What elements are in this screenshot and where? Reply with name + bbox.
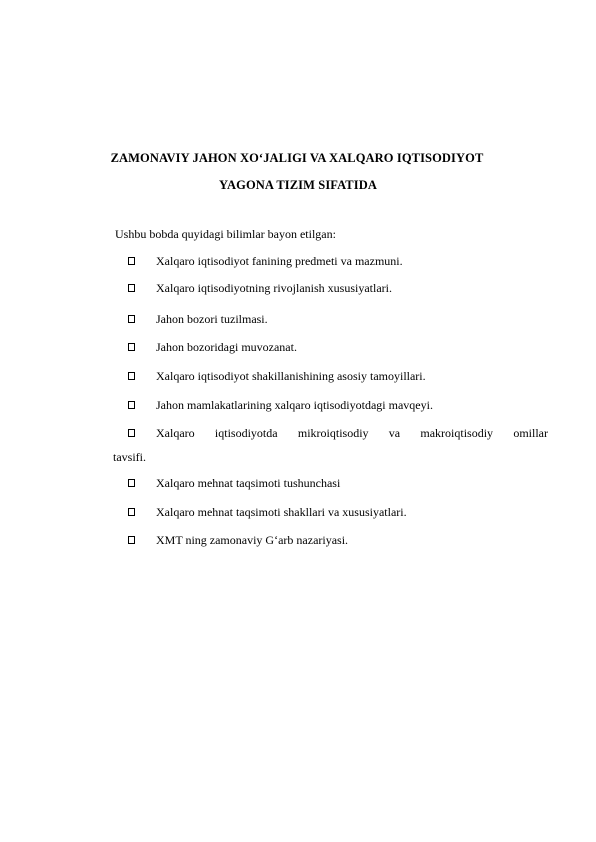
list-item [0, 398, 596, 413]
bullet-square-icon [128, 536, 135, 544]
list-item-text: Xalqaro iqtisodiyotda mikroiqtisodiy va makroiqtisodiy omillar [156, 426, 548, 440]
list-item [0, 369, 596, 384]
list-item-text: XMT ning zamonaviy G‘arb nazariyasi. [156, 533, 349, 547]
list-item-text: Xalqaro iqtisodiyotning rivojlanish xususiyatlari. [156, 281, 392, 295]
bullet-square-icon [128, 315, 135, 323]
intro-text: Ushbu bobda quyidagi bilimlar bayon etilgan: [115, 227, 336, 241]
list-item-text: Xalqaro mehnat taqsimoti shakllari va xususiyatlari. [156, 505, 407, 519]
bullet-square-icon [128, 257, 135, 265]
bullet-square-icon [128, 372, 135, 380]
bullet-square-icon [128, 343, 135, 351]
list-item [0, 426, 596, 441]
bullet-square-icon [128, 508, 135, 516]
bullet-square-icon [128, 401, 135, 409]
list-item-text: Xalqaro iqtisodiyot shakillanishining asosiy tamoyillari. [156, 369, 426, 383]
list-item-text: Jahon mamlakatlarining xalqaro iqtisodiyotdagi mavqeyi. [156, 398, 433, 412]
bullet-square-icon [128, 284, 135, 292]
bullet-square-icon [128, 429, 135, 437]
chapter-title-line-2: YAGONA TIZIM SIFATIDA [219, 178, 377, 192]
chapter-title-line-1: ZAMONAVIY JAHON XO‘JALIGI VA XALQARO IQTISODIYOT [110, 151, 484, 165]
list-item-continuation: tavsifi. [113, 450, 146, 464]
list-item-text: Jahon bozori tuzilmasi. [156, 312, 268, 326]
list-item-text: Jahon bozoridagi muvozanat. [156, 340, 297, 354]
list-item [0, 505, 596, 520]
list-item-text: Xalqaro iqtisodiyot fanining predmeti va mazmuni. [156, 254, 403, 268]
bullet-square-icon [128, 479, 135, 487]
list-item [0, 533, 596, 548]
list-item [0, 281, 596, 296]
list-item-text: Xalqaro mehnat taqsimoti tushunchasi [156, 476, 341, 490]
list-item [0, 340, 596, 355]
list-item [0, 312, 596, 327]
list-item [0, 476, 596, 491]
list-item [0, 254, 596, 269]
